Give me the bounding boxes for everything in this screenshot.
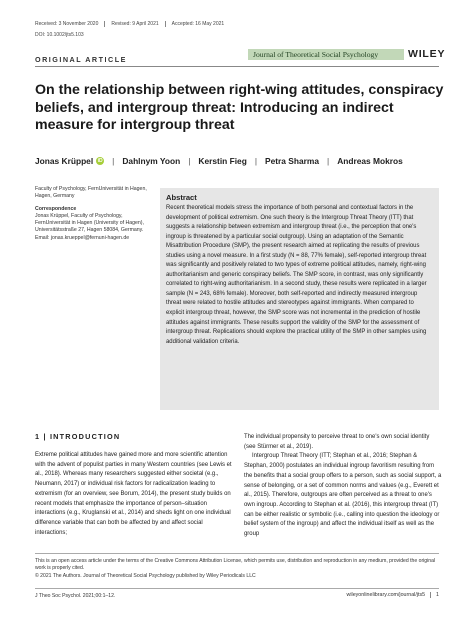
header-divider [35,66,439,67]
affiliation-text: Faculty of Psychology, FernUniversität in Hagen, Hagen, Germany [35,186,147,200]
author-name[interactable]: Jonas Krüppel [35,156,94,166]
section-heading: 1 | INTRODUCTION [35,432,121,441]
correspondence-label: Correspondence [35,206,77,213]
author-name[interactable]: Kerstin Fieg [198,156,247,166]
author-separator: | [254,156,257,166]
body-column-right [244,433,442,540]
footer-divider [35,588,439,589]
doi-link[interactable]: DOI: 10.1002/jts5.103 [35,32,84,38]
author-separator: | [327,156,330,166]
license-divider [35,553,439,554]
abstract-box [160,188,439,410]
author-name[interactable]: Dahlnym Yoon [122,156,181,166]
correspondence-text: Jonas Krüppel, Faculty of Psychology, FernUniversität in Hagen (University of Hagen), Universitätsstraße 27, Hagen 58084, Germany. [35,213,144,234]
author-list [35,156,403,166]
article-dates [35,21,236,27]
correspondence-email[interactable]: Email: jonas.krueppel@fernuni-hagen.de [35,234,130,241]
publisher-logo: WILEY [408,48,446,60]
citation-text: J Theo Soc Psychol. 2021;00:1–12. [35,593,116,599]
orcid-icon[interactable]: iD [97,158,103,164]
footer-right [347,592,439,598]
received-date: Received: 3 November 2020 [35,21,105,27]
author-name[interactable]: Petra Sharma [265,156,319,166]
license-text: This is an open access article under the terms of the Creative Commons Attribution License, which permits use, distribution and reproduction in any medium, provided the original work is properly cited. [35,558,436,572]
accepted-date: Accepted: 16 May 2021 [171,21,225,27]
author-separator: | [188,156,191,166]
article-title: On the relationship between right-wing attitudes, conspiracy beliefs, and intergroup threat: Introducing an indirect measure for intergroup threat [35,82,444,134]
abstract-text: Recent theoretical models stress the importance of both personal and contextual factors in the development of political extremism. One such theory is the Intergroup Threat Theory (ITT) that suggests a relationship between extremism and intergroup threat (i.e., the perception that one's ingroup is threatened by a particular social outgroup). Using an adaptation of the Semantic Misattribution Procedure (SMP), the present research aimed at replicating the results of previous studies using a novel measure. In a first study (N = 88, 77% female), self-reported intergroup threat was significantly and positively related to two types of extreme political attitudes, namely, right-wing authoritarianism and generic conspiracy beliefs. The SMP score, in contrast, was only significantly correlated to right-wing authoritarianism. In a second study, these results were replicated in a larger sample (N = 243, 68% female). Moreover, both self-reported and indirectly measured intergroup threat were related to hostile attitudes and stereotypes against immigrants. When compared to explicit intergroup threat, however, the SMP score was not incremental in the prediction of hostile attitudes against immigrants. These results support the validity of the SMP for the assessment of intergroup threat. Replications should explore the practical utility of the SMP in other samples using additional validation criteria. [166,205,427,345]
revised-date: Revised: 9 April 2021 [111,21,165,27]
journal-url-link[interactable]: wileyonlinelibrary.com/journal/jts5 [346,592,426,598]
body-column-left [35,451,233,538]
page-number: 1 [430,592,439,598]
author-name[interactable]: Andreas Mokros [337,156,403,166]
body-paragraph: Extreme political attitudes have gained more and more scientific attention with the advent of populist parties in many Western countries (see Lewis et al., 2018). Whereas many researchers suggested either societal (e.g., Neumann, 2017) or individual risk factors for radicalization leading to extremism (for an overview, see Borum, 2014), the present study builds on recent models that emphasize the importance of person–situation interactions (e.g., Kruglanski et al., 2014) and sheds light on one individual difference variable that can both be affected by and affect social interactions; [35,452,232,536]
abstract-heading: Abstract [166,193,197,202]
article-type: ORIGINAL ARTICLE [35,55,127,64]
body-paragraph: Intergroup Threat Theory (ITT; Stephan et al., 2016; Stephan & Stephan, 2000) postulates an individual ingroup favoritism resulting from the benefits that a social group offers to a person, such as social support, a sense of belonging, or a set of common norms and values (e.g., Everett et al., 2015). Therefore, outgroups are often perceived as a threat to one's own ingroup. According to Stephan et al. (2016), this intergroup threat (IT) can be either realistic or symbolic (i.e., calling into question the ideology or belief system of the ingroup) and affect the individual itself as well as the group [244,453,442,538]
journal-name[interactable]: Journal of Theoretical Social Psychology [253,50,379,59]
affiliation-block [35,186,153,242]
author-separator: | [112,156,115,166]
body-paragraph: The individual propensity to perceive threat to one's own social identity (see Stürmer et al., 2019). [244,434,430,450]
copyright-text: © 2021 The Authors. Journal of Theoretical Social Psychology published by Wiley Periodicals LLC [35,572,256,579]
license-block [35,558,439,580]
